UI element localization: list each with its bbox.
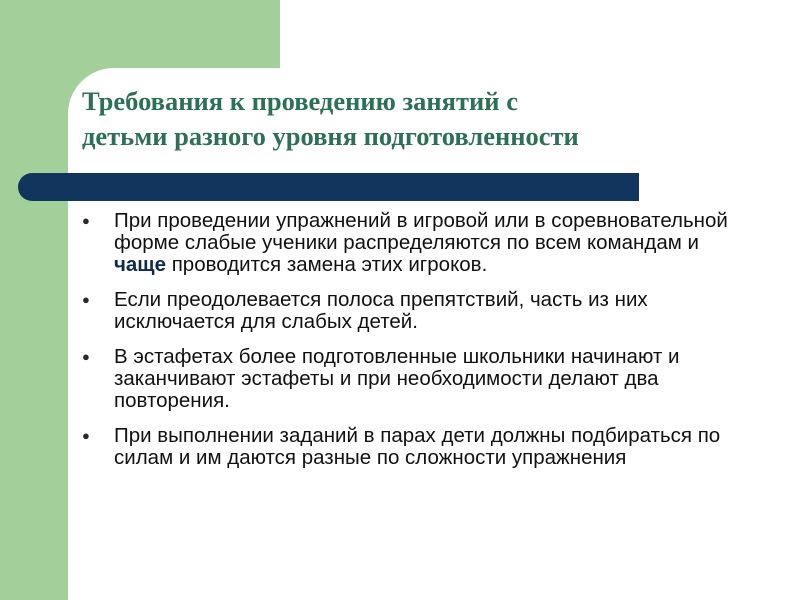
bullet-dot-icon: ● [82,213,90,228]
bullet-1-emphasis: чаще [114,253,167,276]
bullet-item-3 [80,346,750,412]
bullet-1-text-post: проводится замена этих игроков. [166,253,488,276]
bullet-dot-icon: ● [82,292,90,307]
slide-title [82,84,762,154]
slide-title-line-1: Требования к проведению занятий с [82,86,518,116]
bullet-2-text: Если преодолевается полоса препятствий, часть из них исключается для слабых детей. [114,288,648,333]
bullet-item-4 [80,425,750,469]
bullet-dot-icon: ● [82,428,90,443]
bullet-item-1 [80,210,750,276]
title-divider-bar [18,173,639,201]
bullet-list [80,210,750,482]
bullet-item-2 [80,289,750,333]
bullet-3-text: В эстафетах более подготовленные школьники начинают и заканчивают эстафеты и при необходимости делают два повторения. [114,345,680,412]
bullet-dot-icon: ● [82,349,90,364]
slide-title-line-2: детьми разного уровня подготовленности [82,121,579,151]
bullet-4-text: При выполнении заданий в парах дети должны подбираться по силам и им даются разные по сложности упражнения [114,424,721,469]
bullet-1-text-pre: При проведении упражнений в игровой или в соревновательной форме слабые ученики распределяются по всем командам и [114,209,728,254]
